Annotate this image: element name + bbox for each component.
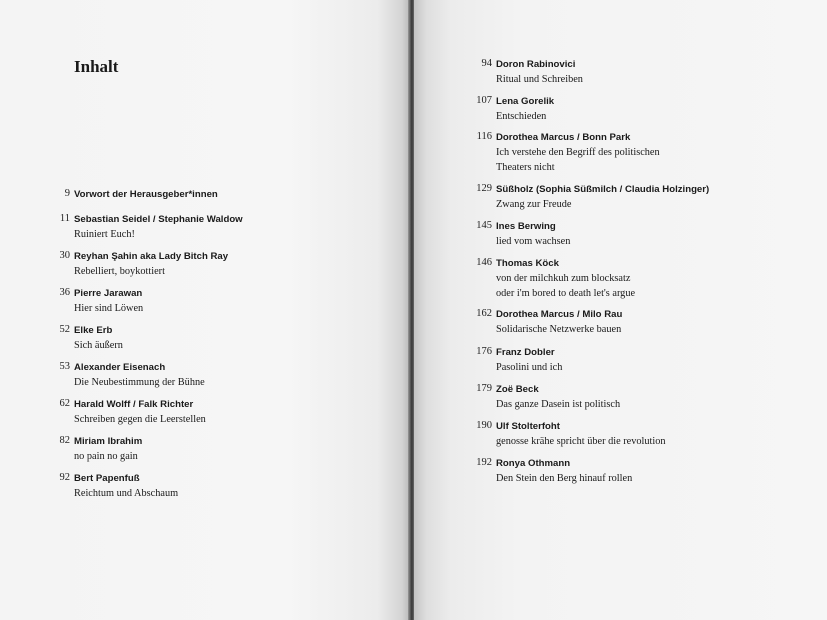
entry-title: Hier sind Löwen [74,303,144,314]
entry-author: Ulf Stolterfoht [496,421,560,432]
toc-entry [59,249,229,279]
entry-title: Den Stein den Berg hinauf rollen [496,473,633,484]
page-number: 52 [59,324,70,335]
toc-entry [59,212,243,242]
entry-author: Franz Dobler [496,347,555,358]
page-number: 30 [59,250,70,261]
entry-author: Miriam Ibrahim [74,436,143,447]
entry-title: Rebelliert, boykottiert [74,266,165,277]
entry-title: von der milchkuh zum blocksatz [496,273,631,284]
toc-entry [481,57,583,87]
entry-title: Pasolini und ich [496,362,563,373]
toc-entry [59,397,206,427]
entry-author: Doron Rabinovici [496,59,576,70]
entry-author: Dorothea Marcus / Milo Rau [496,309,623,320]
entry-title: Ruiniert Euch! [74,229,135,240]
page-number: 190 [476,420,492,431]
page-number: 179 [476,383,492,394]
entry-title-continued: oder i'm bored to death let's argue [496,288,636,299]
toc-entry [59,286,144,316]
toc-entry [64,187,218,202]
entry-author: Ronya Othmann [496,458,571,469]
page-number: 107 [476,95,492,106]
toc-entry [476,307,623,337]
entry-author: Reyhan Şahin aka Lady Bitch Ray [74,251,229,262]
entry-title: Entschieden [496,111,547,122]
entry-title: Ich verstehe den Begriff des politischen [496,147,660,158]
toc-entry [476,94,555,124]
left-page [0,0,410,620]
entry-author: Pierre Jarawan [74,288,143,299]
entry-author: Elke Erb [74,325,113,336]
page-number: 162 [476,308,492,319]
page-number: 145 [476,220,492,231]
page-number: 116 [476,131,492,142]
entry-title-continued: Theaters nicht [496,162,555,173]
toc-entry [59,434,143,464]
toc-entry [59,360,205,390]
entry-title: lied vom wachsen [496,236,571,247]
entry-author: Alexander Eisenach [74,362,166,373]
page-number: 62 [59,398,70,409]
page-number: 94 [481,58,492,69]
toc-entry [476,382,621,412]
page-number: 53 [59,361,70,372]
page-number: 9 [64,188,70,199]
entry-title: Das ganze Dasein ist politisch [496,399,621,410]
page-number: 11 [59,213,70,224]
toc-entry [476,256,636,301]
entry-title: Solidarische Netzwerke bauen [496,324,622,335]
toc-entry [59,323,123,353]
entry-author: Sebastian Seidel / Stephanie Waldow [74,214,243,225]
entry-author: Harald Wolff / Falk Richter [74,399,194,410]
toc-entry [476,456,633,486]
right-page [414,0,827,620]
entry-title: Schreiben gegen die Leerstellen [74,414,206,425]
entry-author: Dorothea Marcus / Bonn Park [496,132,631,143]
entry-title: Zwang zur Freude [496,199,572,210]
page-number: 176 [476,346,492,357]
page-number: 82 [59,435,70,446]
page-title: Inhalt [74,57,119,76]
entry-title: Reichtum und Abschaum [74,488,179,499]
page-number: 36 [59,287,70,298]
page-number: 146 [476,257,492,268]
entry-author: Süßholz (Sophia Süßmilch / Claudia Holzinger) [496,184,710,195]
entry-title: Die Neubestimmung der Bühne [74,377,205,388]
entry-author: Bert Papenfuß [74,473,140,484]
toc-entry [59,471,179,501]
entry-author: Ines Berwing [496,221,556,232]
entry-title: genosse krähe spricht über die revolution [496,436,666,447]
toc-entry [476,419,666,449]
entry-author: Zoë Beck [496,384,539,395]
toc-entry [476,182,710,212]
entry-author: Vorwort der Herausgeber*innen [74,189,218,200]
toc-entry [476,219,571,249]
page-number: 192 [476,457,492,468]
entry-author: Lena Gorelik [496,96,555,107]
entry-title: no pain no gain [74,451,138,462]
entry-author: Thomas Köck [496,258,559,269]
page-number: 129 [476,183,492,194]
entry-title: Ritual und Schreiben [496,74,583,85]
toc-entry [476,130,660,175]
toc-entry [476,345,563,375]
page-number: 92 [59,472,70,483]
entry-title: Sich äußern [74,340,123,351]
